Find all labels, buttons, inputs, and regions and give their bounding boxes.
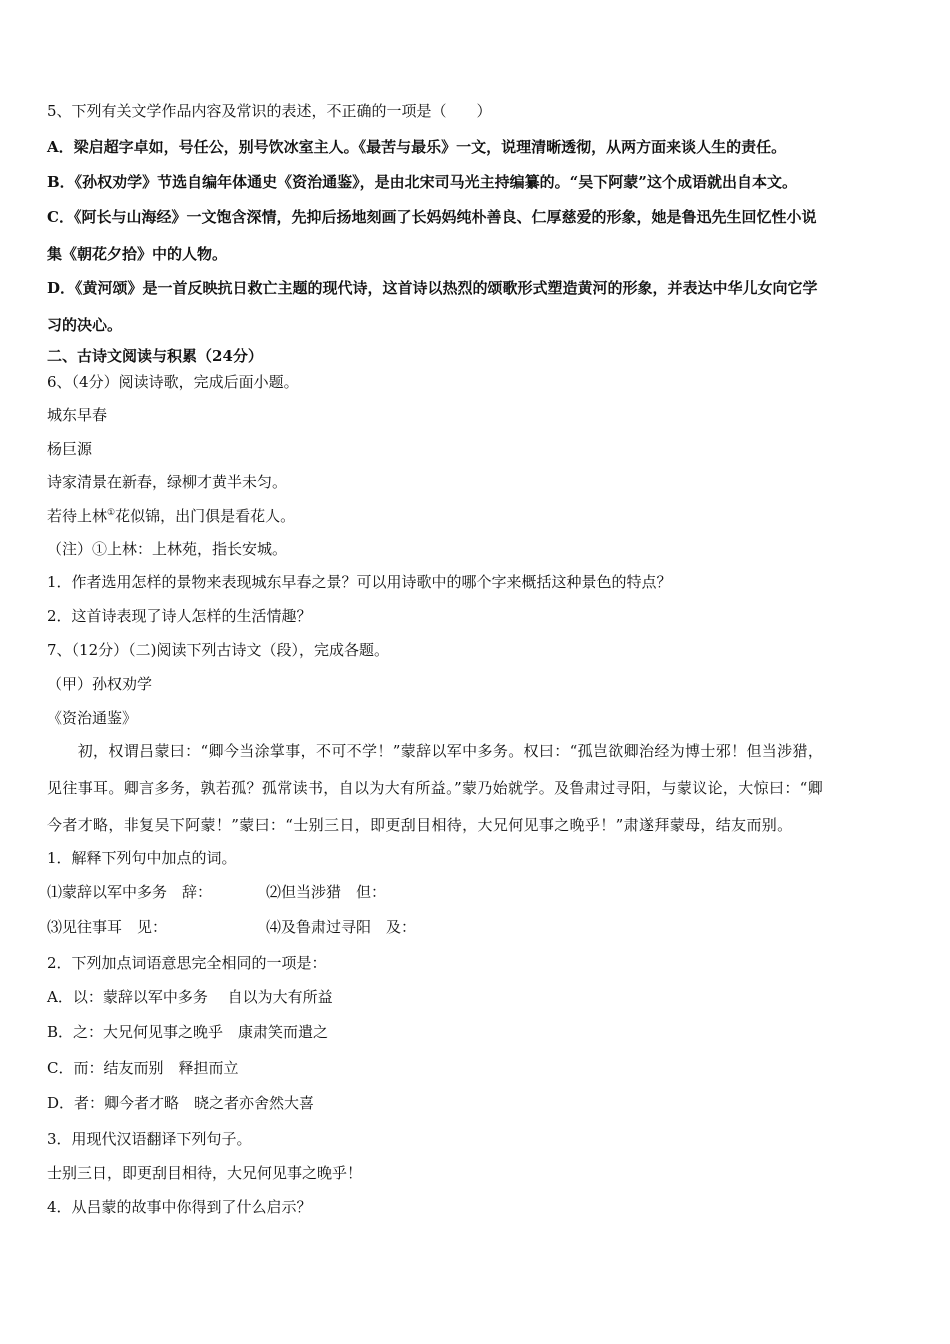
poem-line-1: 诗家清景在新春，绿柳才黄半未匀。 bbox=[47, 473, 288, 491]
poem-line-2 bbox=[47, 506, 295, 526]
poem-title: 城东早春 bbox=[47, 406, 108, 424]
q7-option-d: D．者：卿今者才略 晓之者亦舍然大喜 bbox=[47, 1094, 315, 1112]
q5-option-a: A．梁启超字卓如，号任公，别号饮冰室主人。《最苦与最乐》一文，说理清晰透彻，从两方面来谈人生的责任。 bbox=[47, 138, 787, 156]
q5-option-b: B．《孙权劝学》节选自编年体通史《资治通鉴》，是由北宋司马光主持编纂的。“吴下阿蒙”这个成语就出自本文。 bbox=[47, 173, 797, 191]
q7-option-c: C．而：结友而别 释担而立 bbox=[47, 1059, 239, 1077]
poem-note: （注）①上林：上林苑，指长安城。 bbox=[47, 540, 288, 558]
q7-sub-2: 2．下列加点词语意思完全相同的一项是： bbox=[47, 954, 327, 972]
q7-part-title: （甲）孙权劝学 bbox=[47, 675, 153, 693]
q6-sub-1: 1．作者选用怎样的景物来表现城东早春之景？可以用诗歌中的哪个字来概括这种景色的特点？ bbox=[47, 573, 672, 591]
q5-option-d-line1: D．《黄河颂》是一首反映抗日救亡主题的现代诗，这首诗以热烈的颂歌形式塑造黄河的形象，并表达中华儿女向它学 bbox=[47, 279, 818, 297]
q7-sub-4: 4．从吕蒙的故事中你得到了什么启示？ bbox=[47, 1198, 312, 1216]
poem-author: 杨巨源 bbox=[47, 440, 93, 458]
q5-option-d-line2: 习的决心。 bbox=[47, 316, 123, 334]
q5-stem: 5、下列有关文学作品内容及常识的表述，不正确的一项是（ ） bbox=[47, 102, 492, 120]
q7-sub-3: 3．用现代汉语翻译下列句子。 bbox=[47, 1130, 252, 1148]
q7-sub-1-item-1: ⑴蒙辞以军中多务 辞： bbox=[47, 883, 213, 901]
passage-line-1: 初，权谓吕蒙曰：“卿今当涂掌事，不可不学！”蒙辞以军中多务。权曰：“孤岂欲卿治经为博士邪！但当涉猎， bbox=[47, 742, 824, 760]
q6-sub-2: 2．这首诗表现了诗人怎样的生活情趣？ bbox=[47, 607, 312, 625]
q7-option-b: B．之：大兄何见事之晚乎 康肃笑而遣之 bbox=[47, 1023, 329, 1041]
q6-stem: 6、（4分）阅读诗歌，完成后面小题。 bbox=[47, 373, 299, 391]
poem-line-2-part-b: 花似锦，出门俱是看花人。 bbox=[115, 507, 296, 525]
q7-stem: 7、（12分）（二)阅读下列古诗文（段），完成各题。 bbox=[47, 641, 389, 659]
q7-sub-1: 1．解释下列句中加点的词。 bbox=[47, 849, 237, 867]
translation-sentence: 士别三日，即更刮目相待，大兄何见事之晚乎！ bbox=[47, 1164, 363, 1182]
poem-line-2-part-a: 若待上林 bbox=[47, 507, 108, 525]
q7-sub-1-item-3: ⑶见往事耳 见： bbox=[47, 918, 168, 936]
q7-sub-1-item-2: ⑵但当涉猎 但： bbox=[266, 883, 387, 901]
q5-option-c-line1: C．《阿长与山海经》一文饱含深情，先抑后扬地刻画了长妈妈纯朴善良、仁厚慈爱的形象，她是鲁迅先生回忆性小说 bbox=[47, 208, 817, 226]
q7-source: 《资治通鉴》 bbox=[47, 709, 138, 727]
passage-line-2: 见往事耳。卿言多务，孰若孤？孤常读书，自以为大有所益。”蒙乃始就学。及鲁肃过寻阳，与蒙议论，大惊曰：“卿 bbox=[47, 779, 824, 797]
q7-sub-1-item-4: ⑷及鲁肃过寻阳 及： bbox=[266, 918, 417, 936]
q5-option-c-line2: 集《朝花夕拾》中的人物。 bbox=[47, 245, 228, 263]
section-2-title: 二、古诗文阅读与积累（24分） bbox=[47, 347, 263, 365]
q7-option-a: A．以：蒙辞以军中多务 自以为大有所益 bbox=[47, 988, 333, 1006]
passage-line-3: 今者才略，非复吴下阿蒙！”蒙曰：“士别三日，即更刮目相待，大兄何见事之晚乎！”肃遂拜蒙母，结友而别。 bbox=[47, 816, 793, 834]
footnote-marker: ① bbox=[107, 508, 116, 518]
